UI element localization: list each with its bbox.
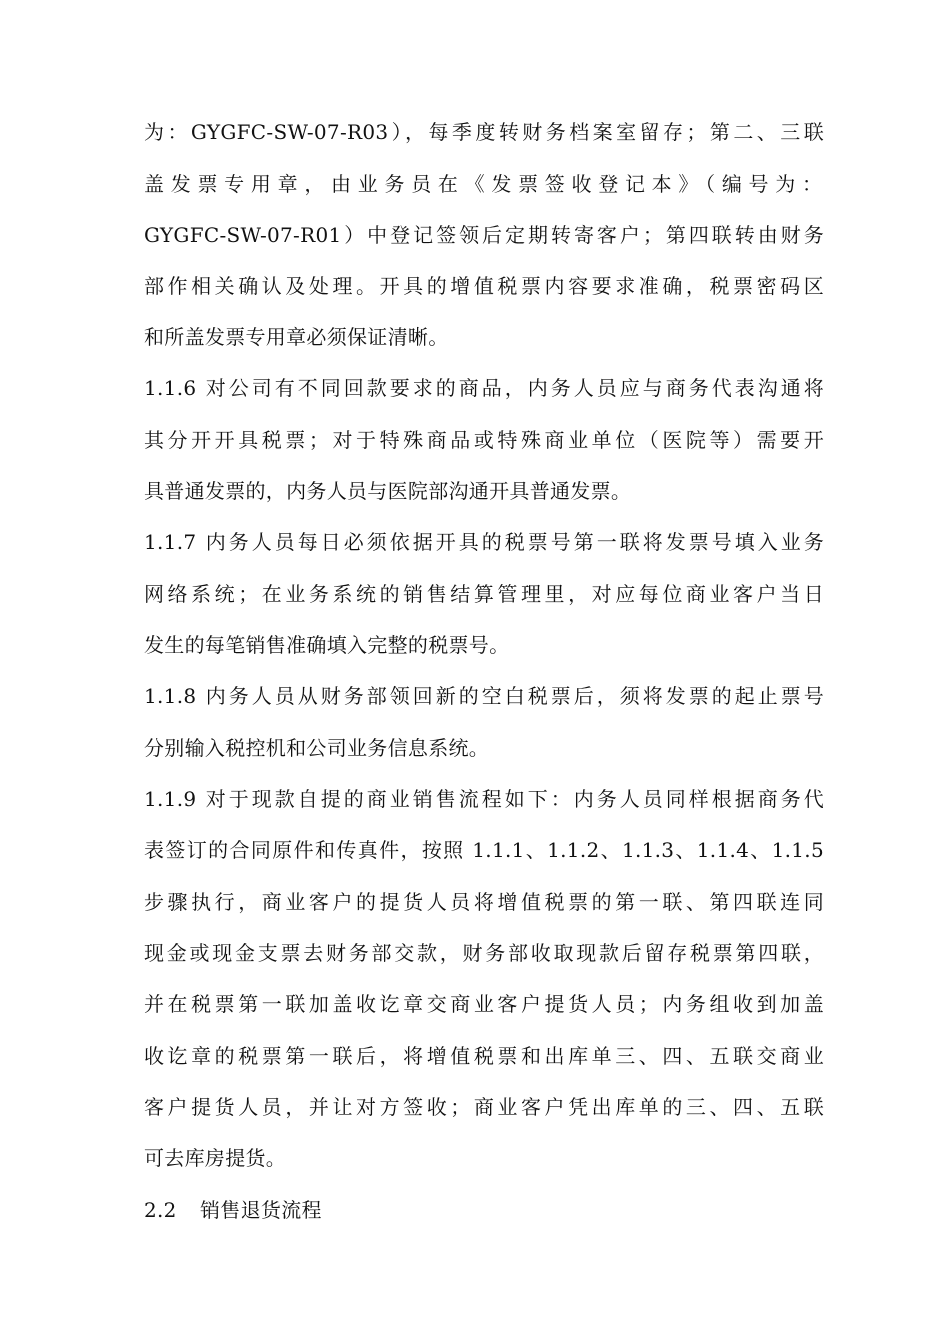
text-line-1: 为：GYGFC-SW-07-R03），每季度转财务档案室留存；第二、三联 — [144, 120, 824, 144]
section-heading — [144, 1196, 824, 1224]
section-number: 2.2 — [144, 1198, 177, 1222]
clause-1-1-9-line-8: 可去库房提货。 — [144, 1146, 287, 1170]
clause-1-1-7-line-3: 发生的每笔销售准确填入完整的税票号。 — [144, 633, 510, 657]
clause-1-1-9-line-4: 现金或现金支票去财务部交款，财务部收取现款后留存税票第四联， — [144, 941, 824, 965]
clause-1-1-8-line-1: 1.1.8 内务人员从财务部领回新的空白税票后，须将发票的起止票号 — [144, 684, 824, 708]
clause-1-1-9-line-3: 步骤执行，商业客户的提货人员将增值税票的第一联、第四联连同 — [144, 890, 824, 914]
clause-1-1-9-line-7: 客户提货人员，并让对方签收；商业客户凭出库单的三、四、五联 — [144, 1095, 824, 1119]
clause-1-1-6-line-1: 1.1.6 对公司有不同回款要求的商品，内务人员应与商务代表沟通将 — [144, 376, 824, 400]
clause-1-1-6-line-2: 其分开开具税票；对于特殊商品或特殊商业单位（医院等）需要开 — [144, 428, 824, 452]
clause-1-1-8-line-2: 分别输入税控机和公司业务信息系统。 — [144, 736, 490, 760]
clause-1-1-6-line-3: 具普通发票的，内务人员与医院部沟通开具普通发票。 — [144, 479, 632, 503]
clause-1-1-9-line-1: 1.1.9 对于现款自提的商业销售流程如下：内务人员同样根据商务代 — [144, 787, 824, 811]
text-line-2: 盖发票专用章，由业务员在《发票签收登记本》（编号为： — [144, 172, 824, 196]
section-title: 销售退货流程 — [200, 1198, 322, 1222]
clause-1-1-9-line-2: 表签订的合同原件和传真件，按照 1.1.1、1.1.2、1.1.3、1.1.4、1.1.5 — [144, 838, 824, 862]
text-line-4: 部作相关确认及处理。开具的增值税票内容要求准确，税票密码区 — [144, 274, 824, 298]
text-line-5: 和所盖发票专用章必须保证清晰。 — [144, 325, 449, 349]
clause-1-1-7-line-1: 1.1.7 内务人员每日必须依据开具的税票号第一联将发票号填入业务 — [144, 530, 824, 554]
text-line-3: GYGFC-SW-07-R01）中登记签领后定期转寄客户；第四联转由财务 — [144, 223, 824, 247]
clause-1-1-7-line-2: 网络系统；在业务系统的销售结算管理里，对应每位商业客户当日 — [144, 582, 824, 606]
clause-1-1-9-line-6: 收讫章的税票第一联后，将增值税票和出库单三、四、五联交商业 — [144, 1044, 824, 1068]
clause-1-1-9-line-5: 并在税票第一联加盖收讫章交商业客户提货人员；内务组收到加盖 — [144, 992, 824, 1016]
